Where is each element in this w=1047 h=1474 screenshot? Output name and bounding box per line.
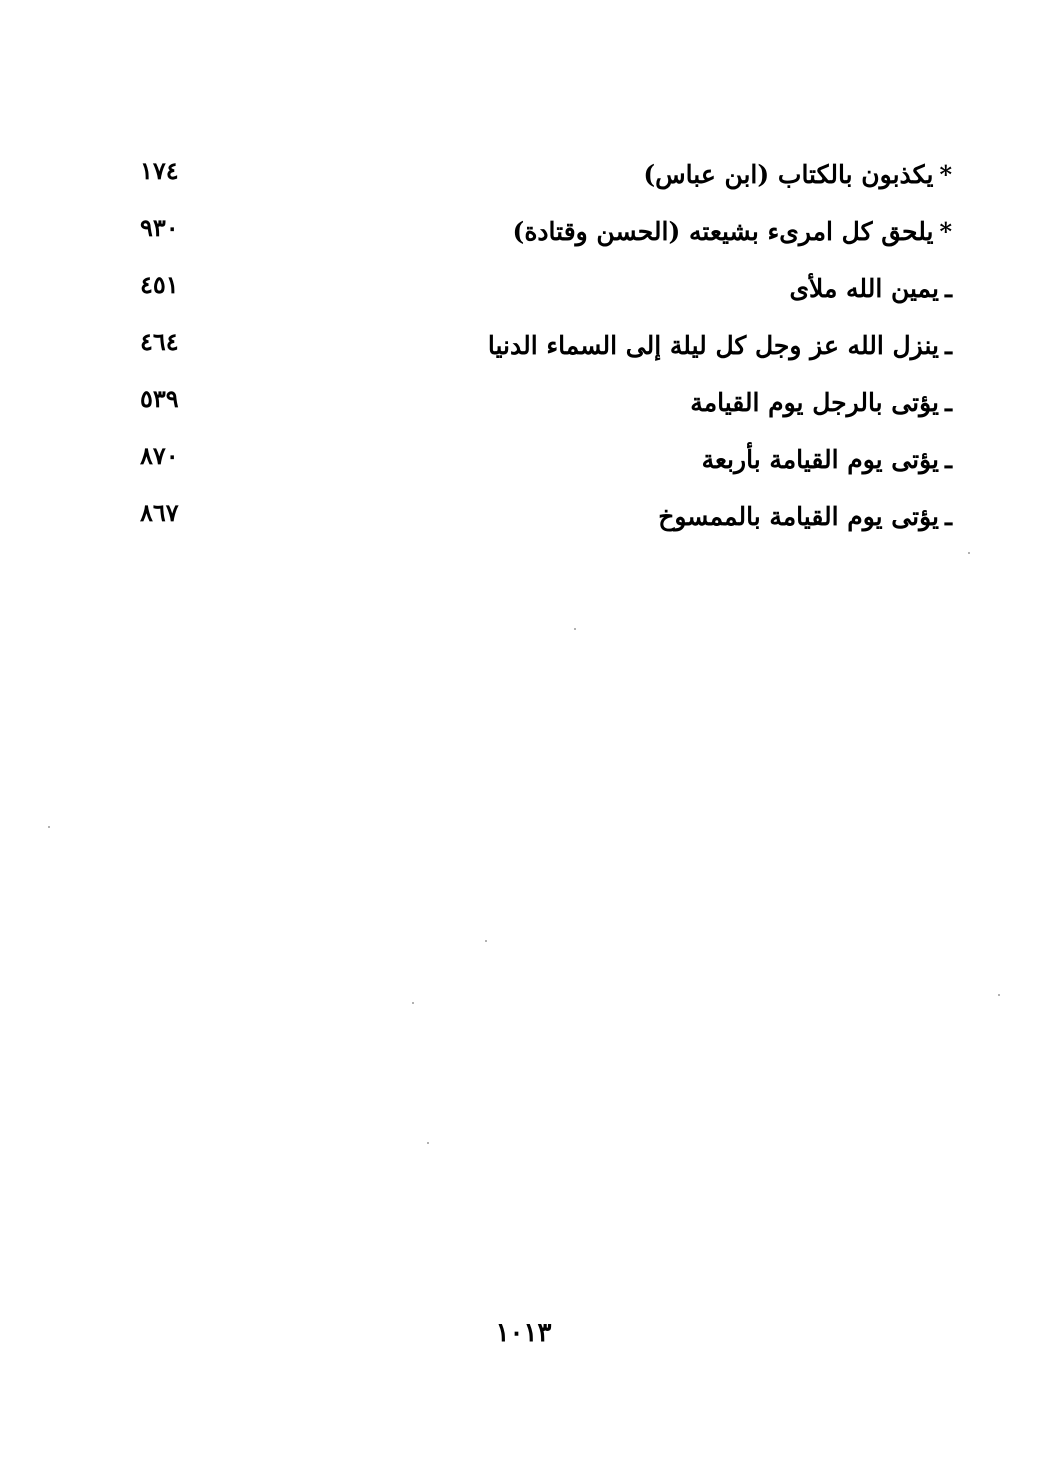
entry-marker: *: [939, 217, 952, 246]
entry-page-number: ٤٦٤: [140, 327, 179, 356]
entry-marker: ـ: [944, 274, 952, 303]
scan-speck: [412, 1002, 414, 1004]
scan-speck: [574, 628, 576, 630]
entry-page-number: ٨٧٠: [140, 441, 179, 470]
entry-marker: ـ: [944, 445, 952, 474]
page-number: ١٠١٣: [495, 1318, 552, 1348]
entry-text: [789, 272, 952, 306]
entry-title: يلحق كل امرىء بشيعته (الحسن وقتادة): [512, 217, 934, 246]
entry-text: [643, 158, 952, 192]
entry-page-number: ١٧٤: [140, 156, 179, 185]
index-entry: [140, 209, 952, 266]
entry-title: يؤتى يوم القيامة بالممسوخ: [658, 502, 939, 531]
entry-marker: *: [939, 160, 952, 189]
index-entry: [140, 380, 952, 437]
entry-text: [702, 443, 952, 477]
index-entry: [140, 152, 952, 209]
scan-speck: [968, 552, 970, 554]
entry-page-number: ٥٣٩: [140, 384, 179, 413]
index-entry: [140, 323, 952, 380]
entry-page-number: ٤٥١: [140, 270, 179, 299]
index-list: [140, 152, 952, 551]
entry-marker: ـ: [944, 502, 952, 531]
entry-page-number: ٨٦٧: [140, 498, 179, 527]
entry-marker: ـ: [944, 388, 952, 417]
entry-text: [658, 500, 952, 534]
scan-speck: [485, 940, 487, 942]
entry-page-number: ٩٣٠: [140, 213, 179, 242]
entry-title: يؤتى يوم القيامة بأربعة: [701, 445, 939, 474]
entry-title: يؤتى بالرجل يوم القيامة: [690, 388, 939, 417]
entry-text: [690, 386, 952, 420]
index-entry: [140, 494, 952, 551]
entry-title: ينزل الله عز وجل كل ليلة إلى السماء الدنيا: [487, 331, 939, 360]
entry-text: [488, 329, 952, 363]
scan-speck: [427, 1142, 429, 1144]
entry-title: يمين الله ملأى: [789, 274, 939, 303]
index-entry: [140, 437, 952, 494]
entry-marker: ـ: [944, 331, 952, 360]
scan-speck: [48, 826, 50, 828]
entry-title: يكذبون بالكتاب (ابن عباس): [643, 160, 934, 189]
scan-speck: [998, 994, 1000, 996]
entry-text: [512, 215, 952, 249]
index-entry: [140, 266, 952, 323]
